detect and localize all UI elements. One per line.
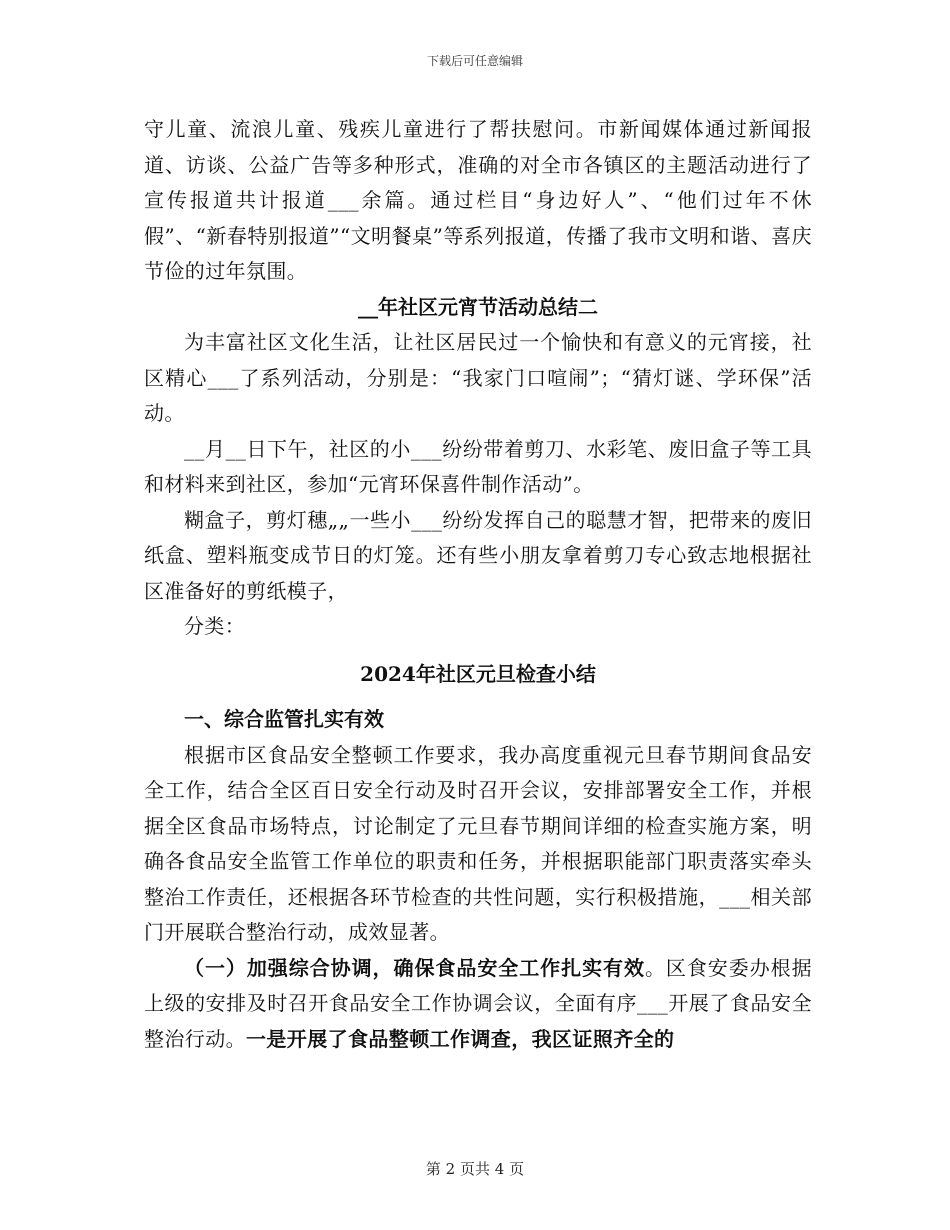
- section-title-new-year-check: 2024年社区元旦检查小结: [360, 661, 596, 686]
- paragraph: 糊盒子，剪灯穗„„一些小___纷纷发挥自己的聪慧才智，把带来的废旧纸盒、塑料瓶变成节日的灯笼。还有些小朋友拿着剪刀专心致志地根据社区准备好的剪纸模子，: [144, 507, 812, 603]
- bold-phrase: （一）加强综合协调，确保食品安全工作扎实有效: [184, 955, 645, 980]
- page-footer: 第 2 页共 4 页: [425, 1160, 525, 1178]
- bold-phrase: 一是开展了食品整顿工作调查，我区证照齐全的: [246, 1026, 675, 1051]
- document-body: [144, 112, 812, 1057]
- page-header: 下载后可任意编辑: [426, 54, 523, 68]
- paragraph-continued: 守儿童、流浪儿童、残疾儿童进行了帮扶慰问。市新闻媒体通过新闻报道、访谈、公益广告等多种形式，准确的对全市各镇区的主题活动进行了宣传报道共计报道___余篇。通过栏目“身边好人”、“他们过年不休假”、“新春特别报道”“文明餐桌”等系列报道，传播了我市文明和谐、喜庆节俭的过年氛围。: [144, 117, 812, 283]
- section-heading: 一、综合监管扎实有效: [184, 707, 384, 731]
- paragraph: 根据市区食品安全整顿工作要求，我办高度重视元旦春节期间食品安全工作，结合全区百日安全行动及时召开会议，安排部署安全工作，并根据全区食品市场特点，讨论制定了元旦春节期间详细的检查实施方案，明确各食品安全监管工作单位的职责和任务，并根据职能部门职责落实牵头整治工作责任，还根据各环节检查的共性问题，实行积极措施，___相关部门开展联合整治行动，成效显著。: [144, 742, 812, 944]
- paragraph: 为丰富社区文化生活，让社区居民过一个愉快和有意义的元宵接，社区精心___了系列活动，分别是：“我家门口喧闹”；“猜灯谜、学环保”活动。: [144, 330, 812, 425]
- text-run: 。区食安委办根据上级的安排及时召开食品安全工作协调会议，全面有序___开展了食品安全整治行动。: [144, 955, 812, 1051]
- paragraph-category: 分类：: [184, 614, 246, 638]
- paragraph-mixed: [144, 951, 812, 1058]
- paragraph: __月__日下午，社区的小___纷纷带着剪刀、水彩笔、废旧盒子等工具和材料来到社区，参加“元宵环保喜件制作活动”。: [144, 436, 812, 496]
- section-title-lantern-festival: __年社区元宵节活动总结二: [358, 294, 598, 319]
